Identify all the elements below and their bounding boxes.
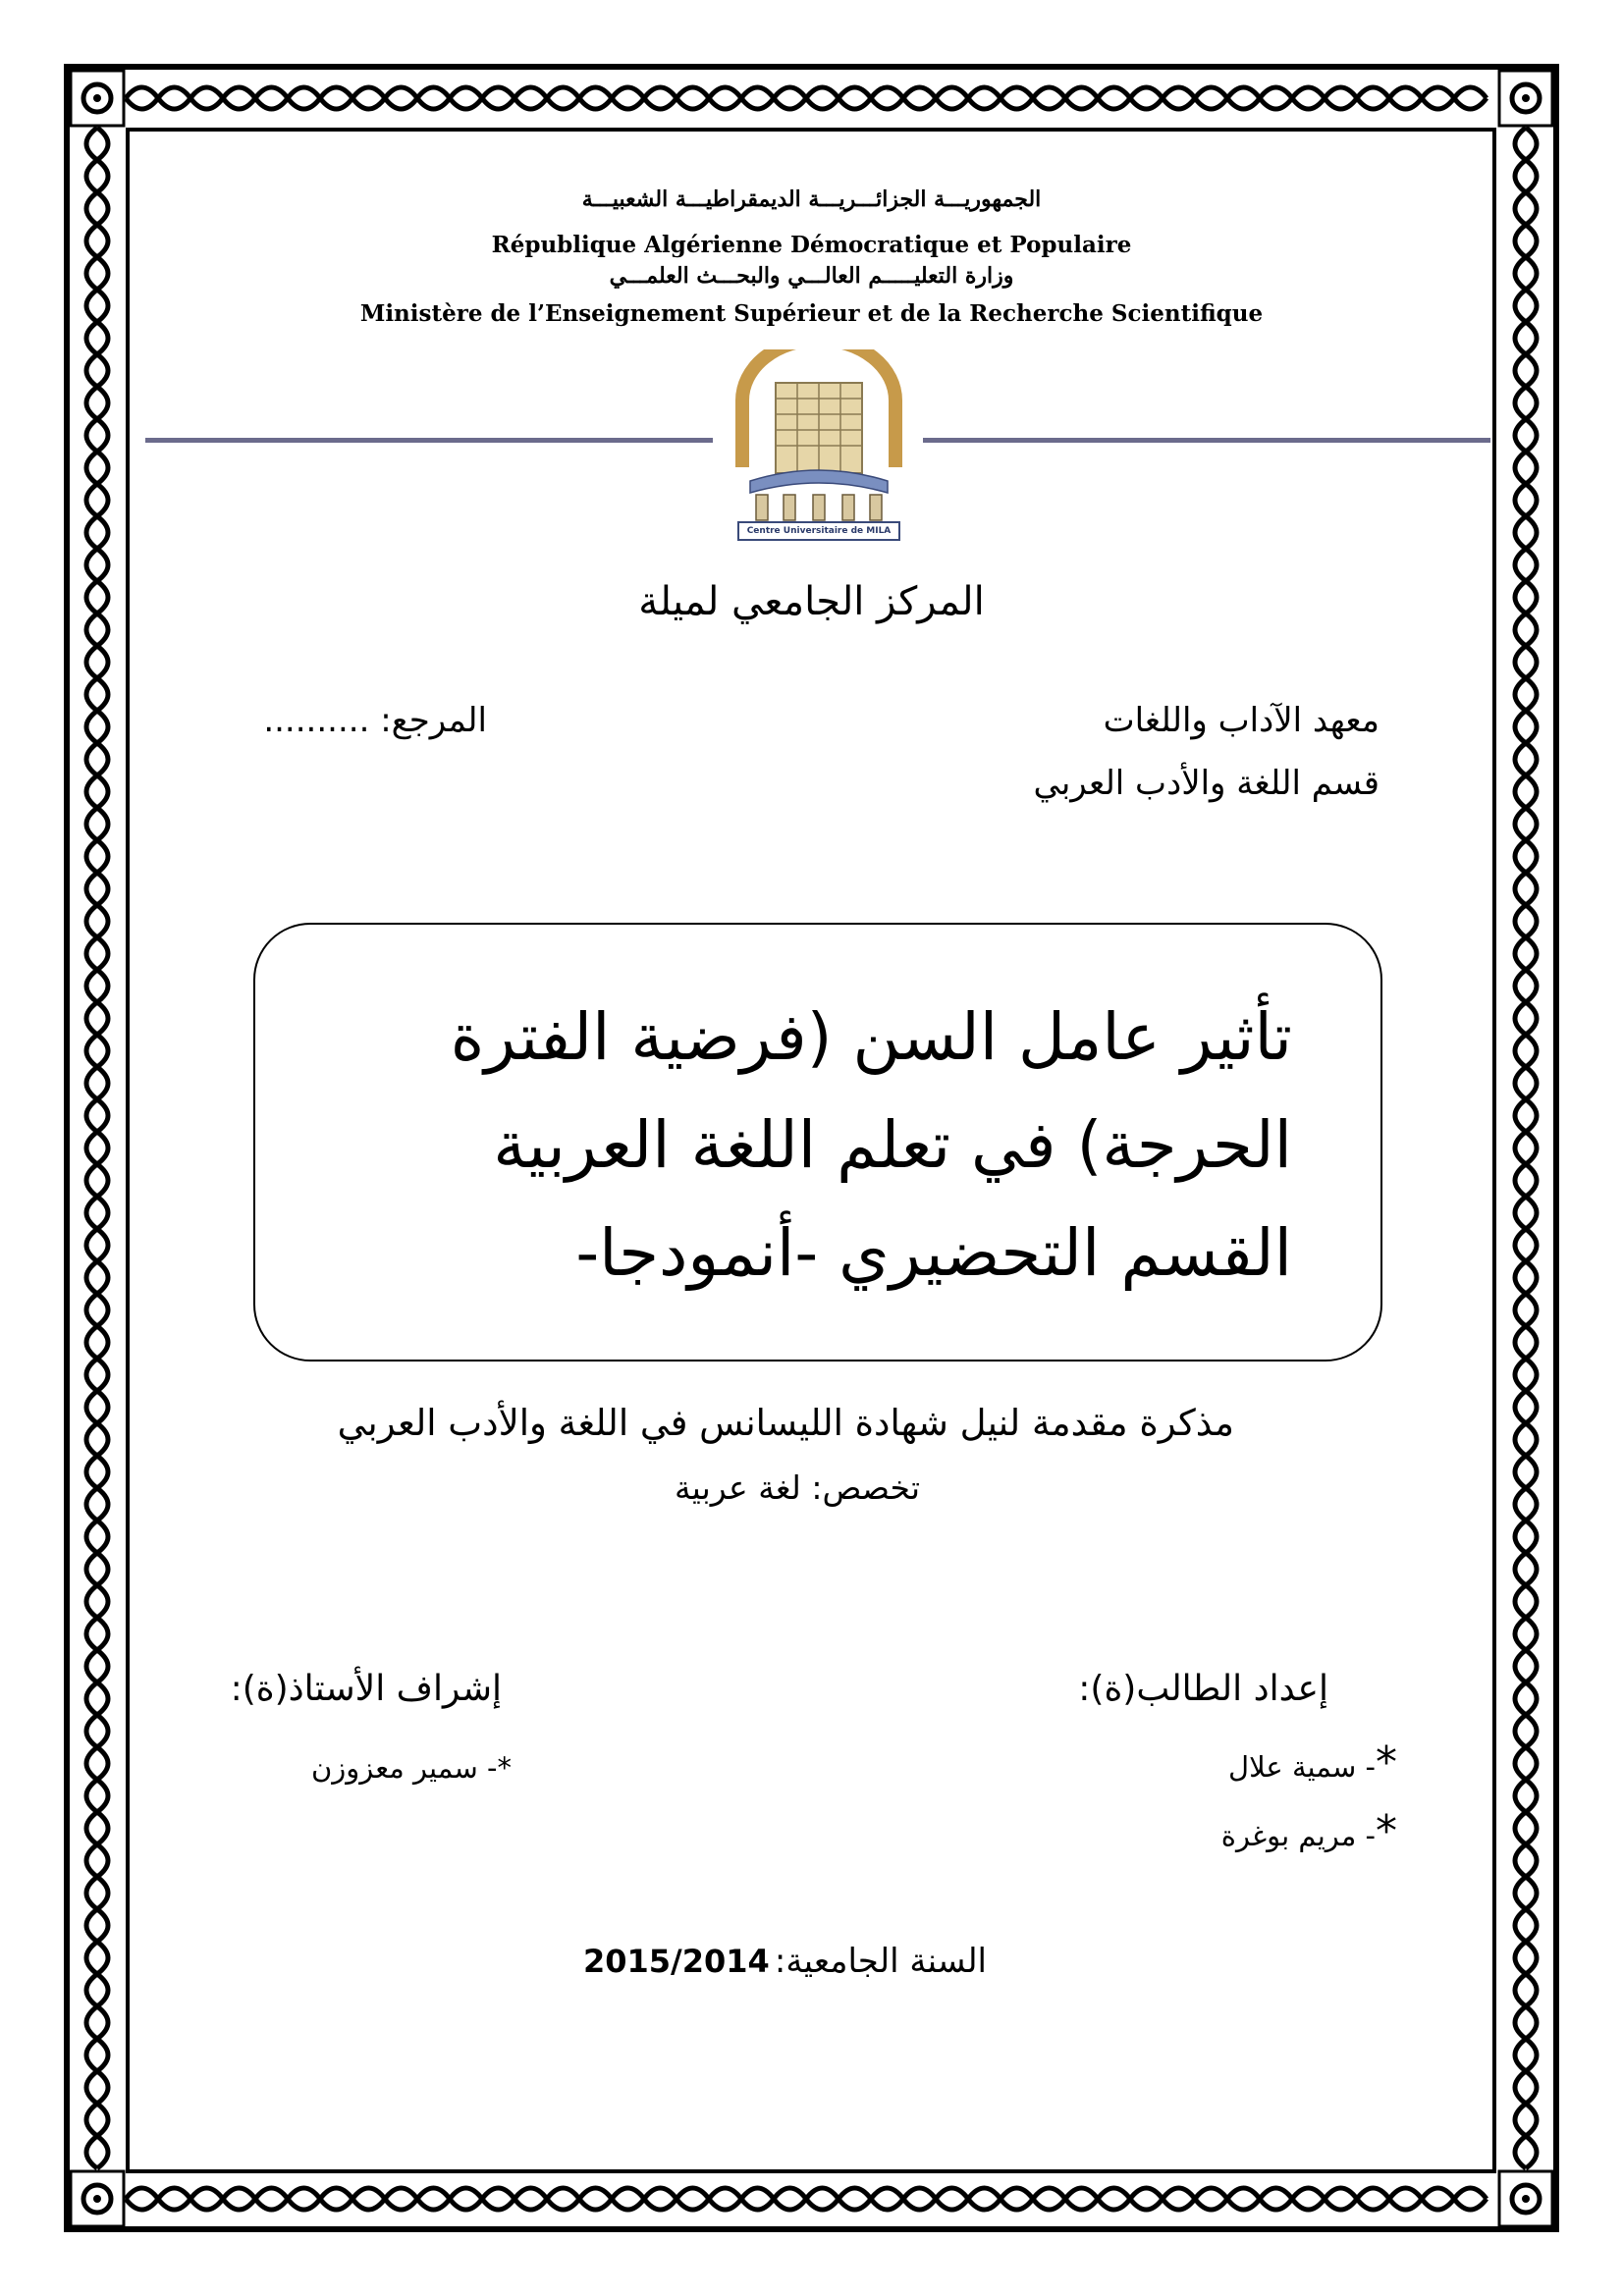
thesis-title-box <box>253 923 1382 1362</box>
academic-year-label: السنة الجامعية: <box>774 1942 987 1981</box>
students-label: إعداد الطالب(ة): <box>1078 1669 1328 1709</box>
republic-arabic: الجمهوريـــة الجزائـــريـــة الديمقراطيـــة الشعبيـــة <box>581 187 1042 212</box>
thesis-note: مذكرة مقدمة لنيل شهادة الليسانس في اللغة والأدب العربي <box>337 1402 1234 1444</box>
student-name-1: - سمية علال <box>1228 1750 1376 1784</box>
ministry-french: Ministère de l’Enseignement Supérieur et de la Recherche Scientifique <box>359 300 1264 327</box>
student-name-item <box>1228 1737 1397 1788</box>
institute-name: معهد الآداب واللغات <box>1103 701 1380 740</box>
header-divider-right <box>923 438 1490 443</box>
bullet-asterisk-icon: * <box>1376 1737 1397 1788</box>
student-name-2: - مريم بوغرة <box>1220 1819 1376 1852</box>
institution-name: المركز الجامعي لميلة <box>638 579 985 624</box>
supervisor-label: إشراف الأستاذ(ة): <box>230 1669 502 1709</box>
header-divider-left <box>145 438 713 443</box>
university-logo <box>730 349 907 542</box>
bullet-asterisk-icon: * <box>1376 1806 1397 1856</box>
logo-caption: Centre Universitaire de MILA <box>746 526 892 536</box>
thesis-title-line-3: القسم التحضيري -أنمودجا- <box>575 1215 1292 1291</box>
department-name: قسم اللغة والأدب العربي <box>1033 764 1380 803</box>
academic-year-value: 2015/2014 <box>582 1943 770 1980</box>
reference-field: المرجع: .......... <box>263 701 487 740</box>
specialty: تخصص: لغة عربية <box>674 1468 920 1507</box>
student-name-item <box>1221 1806 1397 1856</box>
thesis-title-line-1: تأثير عامل السن (فرضية الفترة <box>450 999 1292 1075</box>
republic-french: République Algérienne Démocratique et Populaire <box>491 232 1132 258</box>
academic-year <box>583 1942 987 1981</box>
thesis-title-line-2: الحرجة) في تعلم اللغة العربية <box>493 1107 1292 1183</box>
supervisor-name: *- سمير معزوزن <box>310 1751 512 1785</box>
university-logo-icon <box>730 349 907 542</box>
ministry-arabic: وزارة التعليـــــم العالـــي والبحـــث العلمـــي <box>609 263 1014 289</box>
